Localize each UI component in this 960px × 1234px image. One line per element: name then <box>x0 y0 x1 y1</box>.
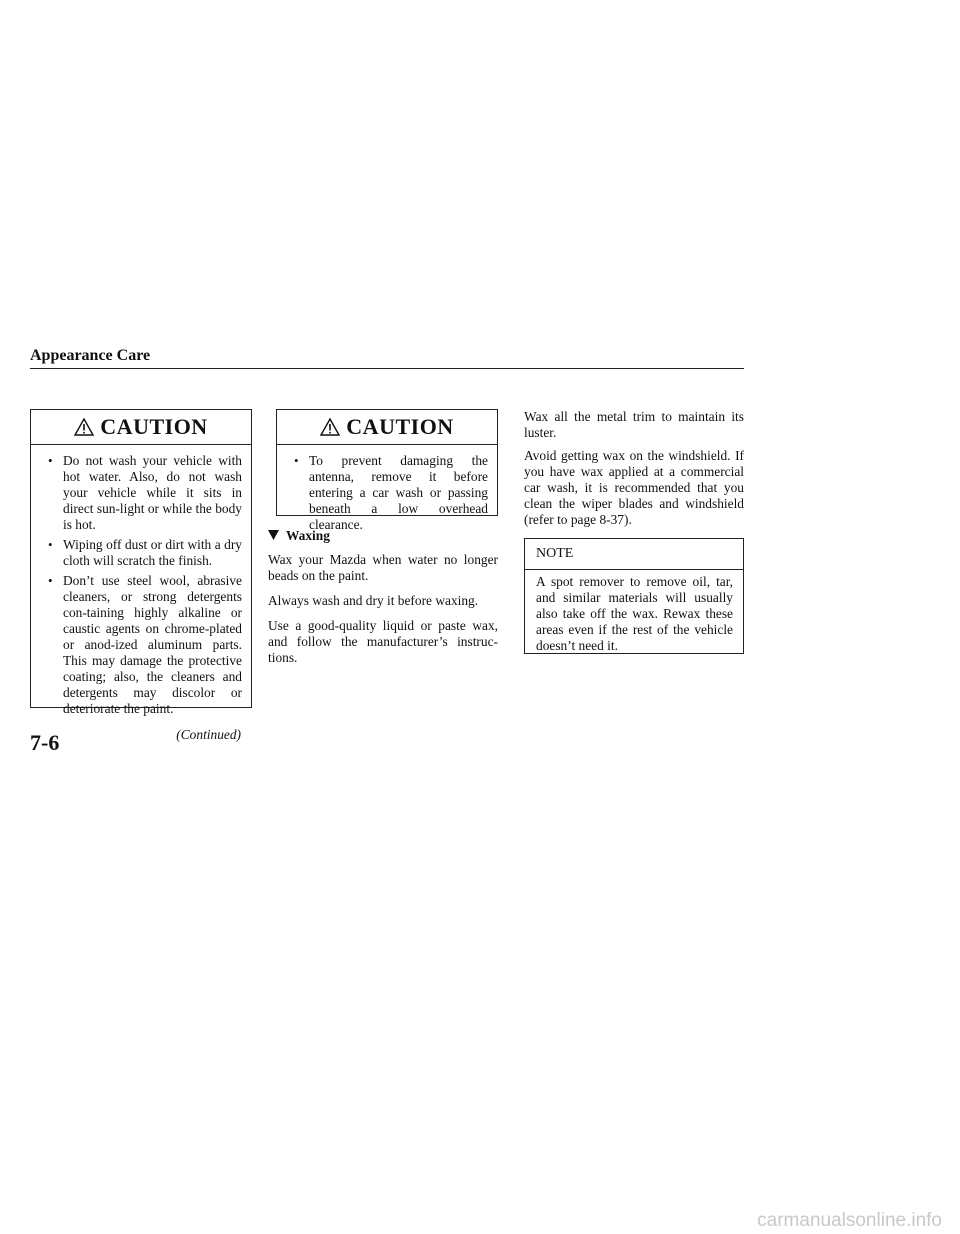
caution-box-left <box>30 409 252 742</box>
caution-item: • Don’t use steel wool, abrasive cleaners, or strong detergents con-taining highly alkaline or caustic agents on chrome-plated or anod-ized aluminum parts. This may damage the protective coating; also, the cleaners and detergents may discolor or deteriorate the paint. <box>41 573 242 717</box>
right-paragraph: Avoid getting wax on the windshield. If you have wax applied at a commercial car wash, it is recommended that you clean the wiper blades and windshield (refer to page 8-37). <box>524 448 744 527</box>
note-text: A spot remover to remove oil, tar, and similar materials will usually also take off the wax. Rewax these areas even if the rest of the vehicle doesn’t need it. <box>536 574 733 653</box>
continued-label: (Continued) <box>176 727 241 742</box>
triangle-down-icon <box>268 528 279 544</box>
page-number: 7-6 <box>30 730 60 755</box>
waxing-paragraph: Always wash and dry it before waxing. <box>268 593 479 608</box>
caution-item: • Wiping off dust or dirt with a dry cloth will scratch the finish. <box>41 537 242 569</box>
caution-item: • To prevent damaging the antenna, remove it before entering a car wash or passing beneath a low overhead clearance. <box>287 453 488 533</box>
caution-item: • Do not wash your vehicle with hot water. Also, do not wash your vehicle while it sits in direct sun-light or while the body is hot. <box>41 453 242 533</box>
waxing-heading <box>268 528 330 544</box>
watermark: carmanualsonline.info <box>757 1210 942 1231</box>
caution-label: CAUTION <box>346 414 454 439</box>
waxing-paragraph: Wax your Mazda when water no longer beads on the paint. <box>268 552 498 583</box>
note-label: NOTE <box>525 539 743 570</box>
caution-label: CAUTION <box>100 414 208 439</box>
header-divider <box>30 368 744 369</box>
waxing-paragraph: Use a good-quality liquid or paste wax, and follow the manufacturer’s instruc-tions. <box>268 618 498 665</box>
warning-triangle-icon <box>320 418 340 436</box>
caution-header <box>31 410 251 445</box>
caution-header <box>277 410 497 445</box>
waxing-heading-text: Waxing <box>286 528 330 543</box>
section-header-title: Appearance Care <box>30 347 151 364</box>
note-box <box>524 538 744 654</box>
right-paragraph: Wax all the metal trim to maintain its luster. <box>524 409 744 440</box>
caution-list <box>31 445 251 727</box>
warning-triangle-icon <box>74 418 94 436</box>
caution-box-middle <box>276 409 498 532</box>
